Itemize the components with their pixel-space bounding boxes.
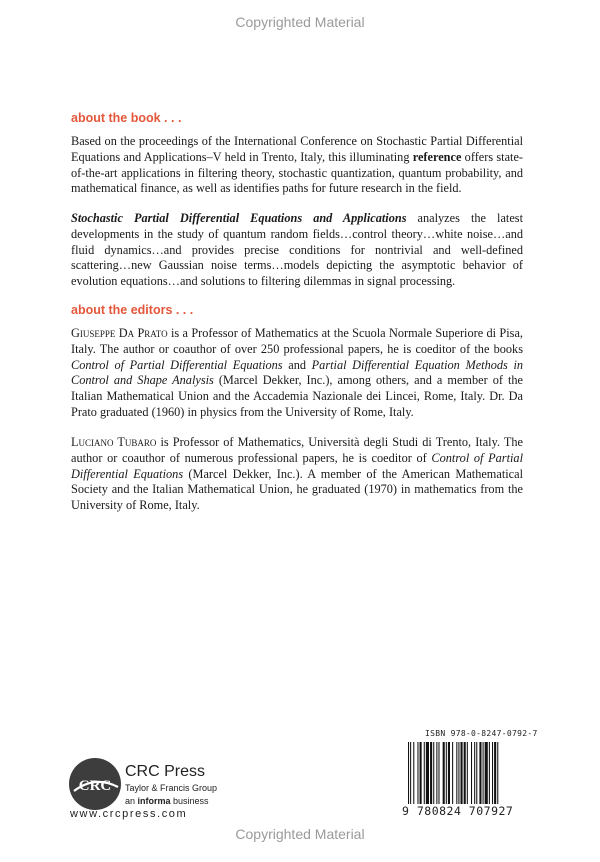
publisher-name: CRC Press [125,763,206,780]
about-book-paragraph-1 [71,134,523,197]
watermark-top: Copyrighted Material [235,14,365,30]
informa-post: business [170,796,209,806]
watermark-bottom: Copyrighted Material [235,826,365,842]
editor-1-text-a: is a Professor of Mathematics at the Scuola Normale Superiore di Pisa, Italy. The author or coauthor of over 250 professional papers, he is coeditor of the books [71,326,523,356]
publisher-website: www.crcpress.com [70,808,188,820]
about-book-paragraph-2 [71,211,523,290]
about-book-p2-text: analyzes the latest developments in the study of quantum random fields…control theory…white noise…and fluid dynamics…and provides precise conditions for nontrivial and well-defined scattering…new Gaussian noise terms…models depicting the asymptotic behavior of evolution equations…and solutions to filtering dilemmas in signal processing. [71,211,523,289]
editor-1-bio [71,326,523,421]
about-book-heading: about the book . . . [71,111,182,125]
logo-text: CRC [78,778,112,794]
editor-2-name: Luciano Tubaro [71,435,157,449]
editor-1-text-b: and [282,357,312,372]
barcode-icon [408,742,538,804]
about-book-p1-text-b: offers state-of-the-art applications in filtering theory, stochastic quantization, quantum probability, and mathematical finance, as well as identifies paths for future research in the field. [71,149,524,196]
book-title: Stochastic Partial Differential Equations and Applications [71,211,407,225]
informa-bold: informa [137,796,171,806]
publisher-informa [125,796,209,806]
publisher-group: Taylor & Francis Group [125,783,218,793]
editor-2-bio [71,435,523,514]
about-book-p1-text-a: Based on the proceedings of the International Conference on Stochastic Partial Differential Equations and Applications–V held in Trento, Italy, this illuminating [71,134,523,164]
informa-pre: an [125,796,138,806]
editor-2-book: Control of Partial Differential Equations [71,450,523,481]
editor-2-text-a: is Professor of Mathematics, Università degli Studi di Trento, Italy. The author or coauthor of numerous professional papers, he is coeditor of [71,435,523,465]
barcode-digits: 9 780824 707927 [402,804,514,818]
isbn-text: ISBN 978-0-8247-0792-7 [425,729,538,738]
crc-press-logo-icon [68,757,122,811]
editor-2-text-b: (Marcel Dekker, Inc.). A member of the American Mathematical Society and the Italian Mathematical Union, he graduated (1970) in mathematics from the University of Rome, Italy. [71,466,523,513]
about-editors-heading: about the editors . . . [71,303,194,317]
editor-1-text-c: (Marcel Dekker, Inc.), among others, and a member of the Italian Mathematical Union and the Accademia Nazionale dei Lincei, Rome, Italy. Dr. Da Prato graduated (1960) in physics from the University of Rome, Italy. [71,373,523,419]
about-book-p1-bold: reference [412,149,462,164]
editor-1-name: Giuseppe Da Prato [71,326,168,340]
editor-1-book-1: Control of Partial Differential Equations [71,357,283,372]
editor-1-book-2: Partial Differential Equation Methods in Control and Shape Analysis [71,357,524,388]
